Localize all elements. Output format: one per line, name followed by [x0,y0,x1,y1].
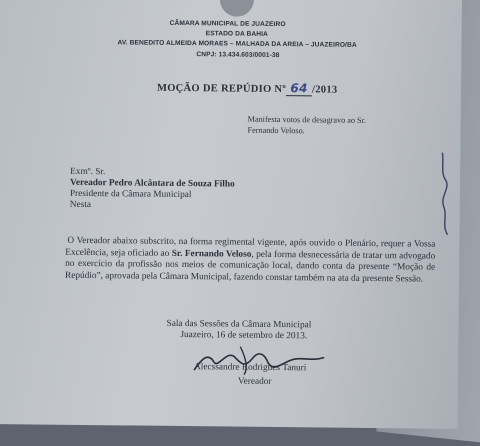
recipient-role: Presidente da Câmara Municipal [69,188,192,201]
document-title [157,80,338,97]
summary-line1: Manifesta votos de desagravo ao Sr. [247,114,366,125]
body-highlight-name: Sr. Fernando Veloso [171,248,252,260]
title-suffix: /2013 [312,84,338,96]
body-text-rest: , pela forma desnecessária de tratar um advogado no exercício da profissão nos meios de comunicação local, dando conta da presente “Moção de Repúdio”, aprovada pela Câmara Municipal, fazendo constar também na ata da presente Sessão. [65,249,436,285]
header-org: CÂMARA MUNICIPAL DE JUAZEIRO [169,19,286,29]
recipient-place: Nesta [69,199,92,211]
header-address: AV. BENEDITO ALMEIDA MORAES – MALHADA DA AREIA – JUAZEIRO/BA [117,39,357,49]
body-text-start: O Vereador abaixo subscrito, na forma regimental vigente, após ouvido o Plenário, requer a Vossa Excelência, seja oficiado ao [65,235,436,259]
coat-of-arms-seal [220,0,254,17]
closing-place: Sala das Sessões da Câmara Municipal [166,318,312,331]
signature-role: Vereador [237,376,272,387]
summary-line2: Fernando Veloso. [247,125,305,136]
closing-date: Juazeiro, 16 de setembro de 2013. [180,329,308,342]
header-state: ESTADO DA BAHIA [205,30,268,38]
recipient-salutation: Exmº. Sr. [70,166,106,178]
signature-name: Alecssandre Rodrigues Tanuri [194,362,307,374]
header-cnpj: CNPJ: 13.434.603/0001-38 [196,51,280,60]
recipient-name: Vereador Pedro Alcântara de Souza Filho [69,177,235,190]
title-number: 64 [286,81,312,96]
handwritten-signature [184,338,354,380]
title-prefix: MOÇÃO DE REPÚDIO Nº [156,82,287,96]
margin-handwritten-mark [427,149,458,239]
body-paragraph [65,236,435,286]
